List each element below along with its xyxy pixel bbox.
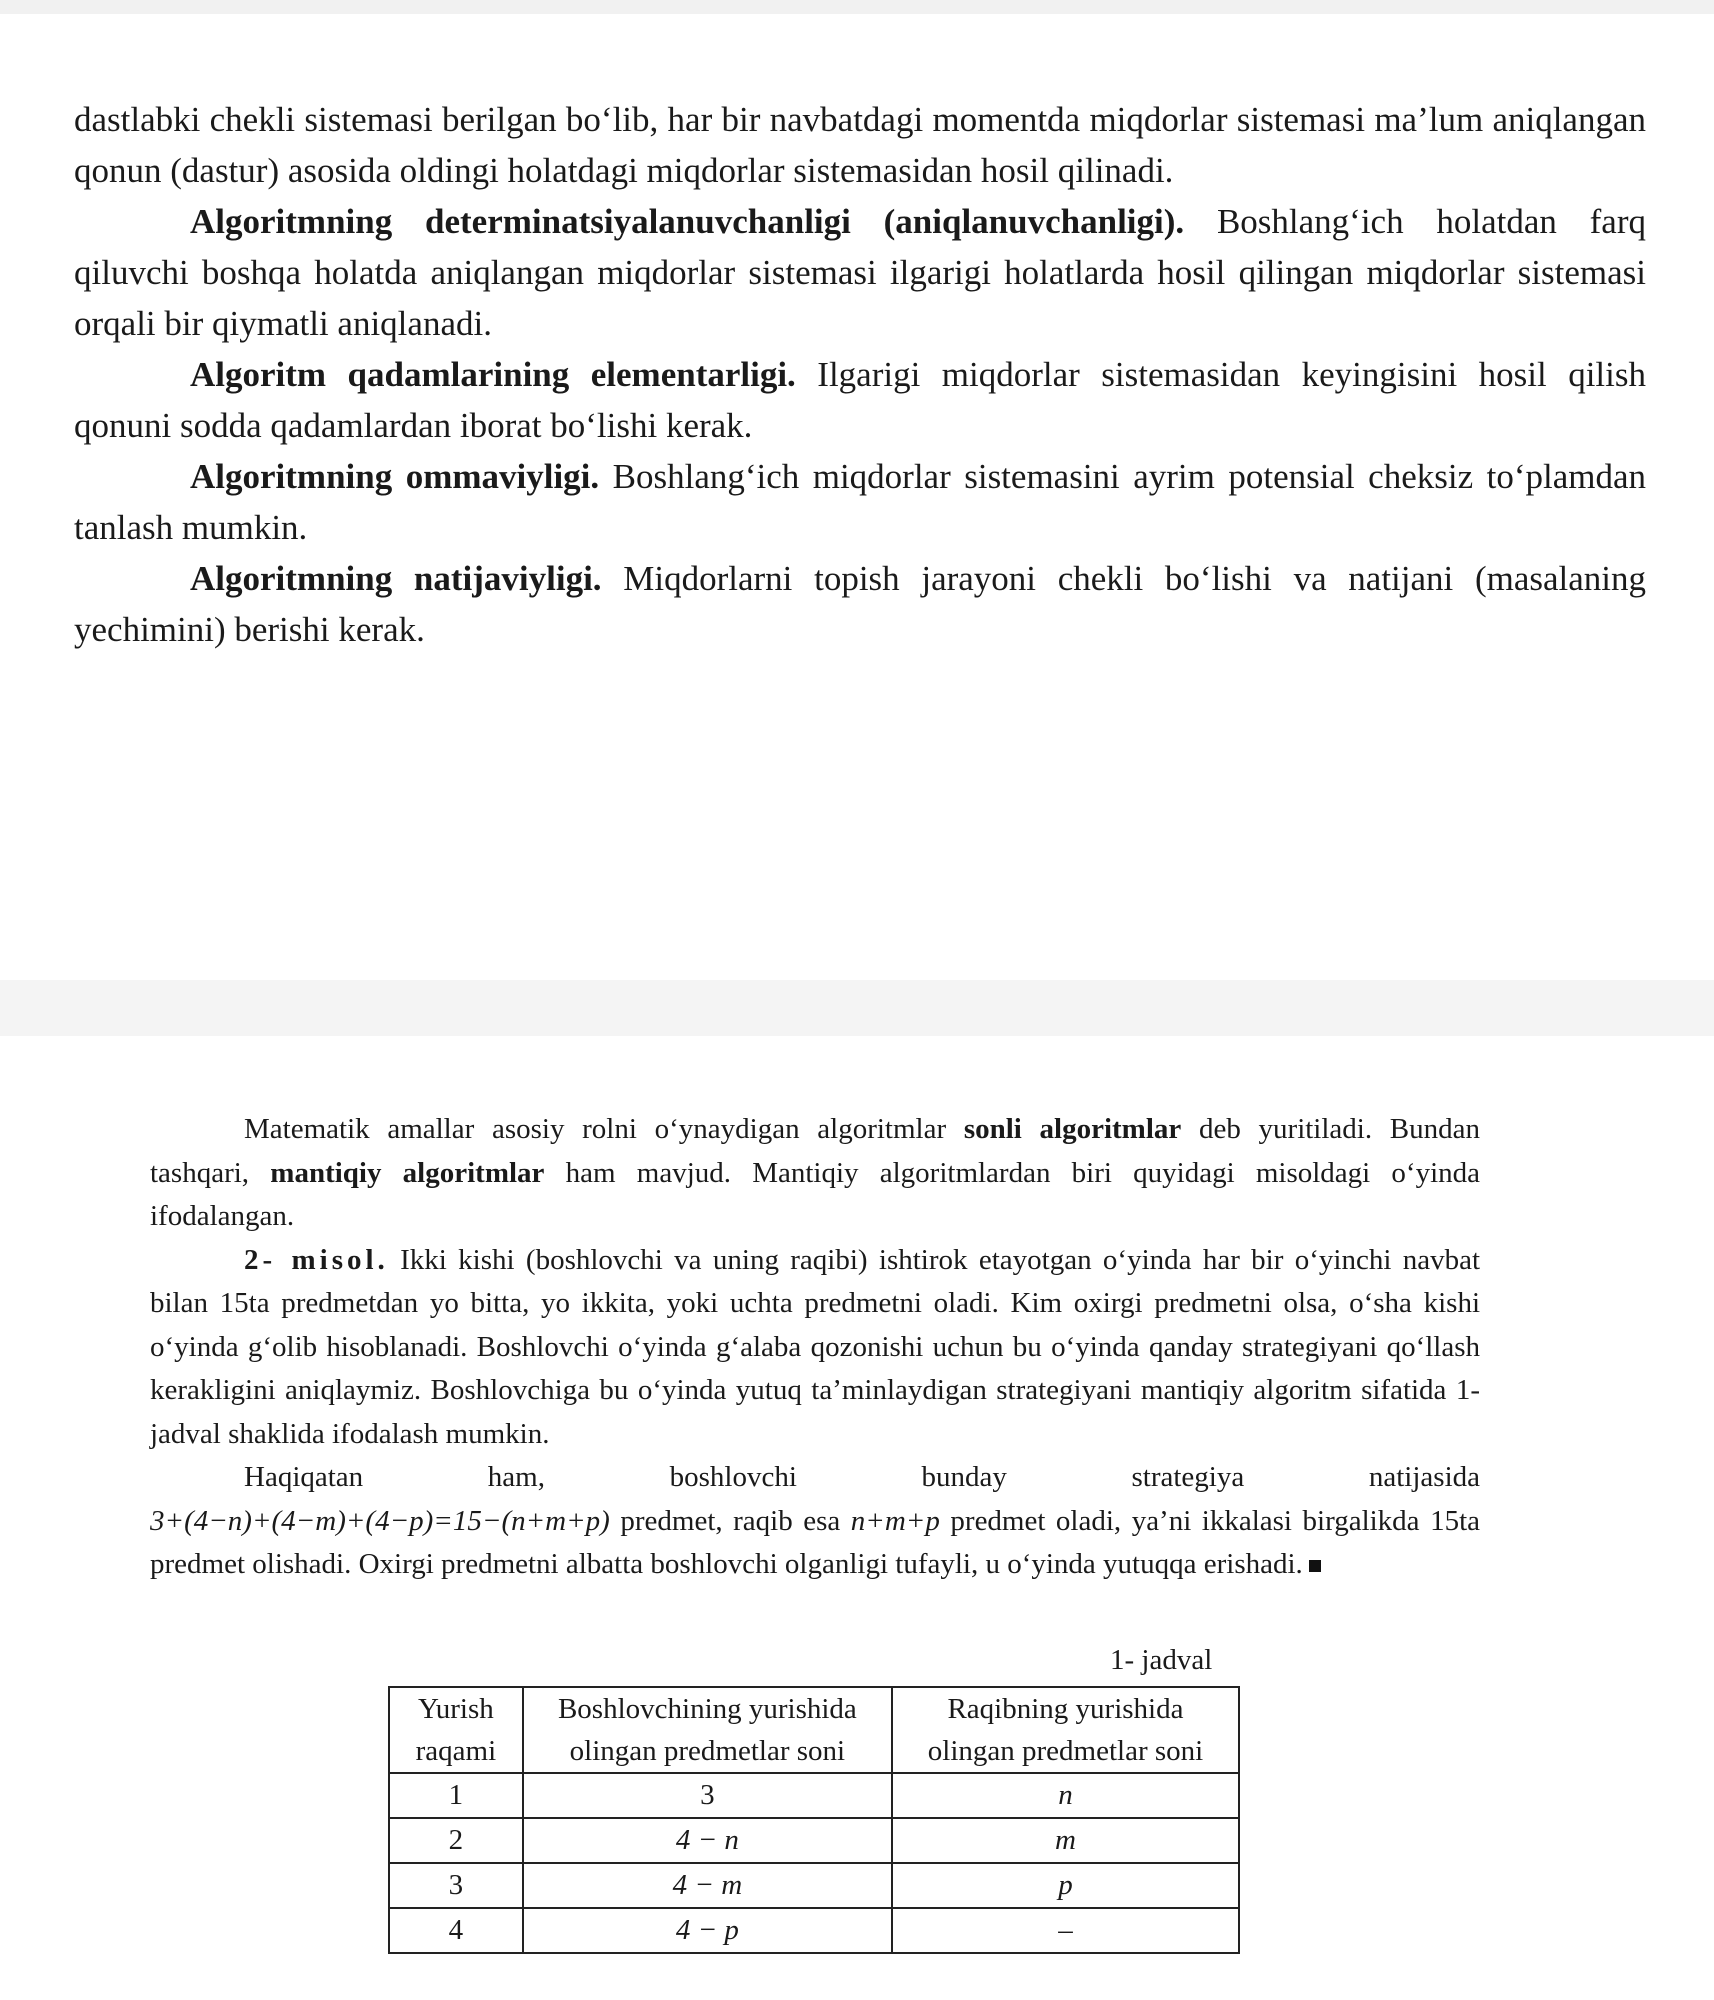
table-row (389, 1773, 1239, 1818)
property-text: Ilgarigi miqdorlar sistemasidan keyingisini hosil qilish qonuni sodda qadamlardan iborat bo‘lishi kerak. (74, 355, 1647, 445)
document-page-1 (0, 14, 1714, 980)
table-cell: 3 (523, 1773, 892, 1818)
paragraph-text: deb yuritiladi. Bundan tashqari, (150, 1113, 1481, 1189)
table-cell: n (892, 1773, 1239, 1818)
paragraph-text: predmet, raqib esa (620, 1504, 841, 1537)
header-leader-items: Boshlovchining yurishida olingan predmetlar soni (523, 1687, 892, 1773)
example-text: Ikki kishi (boshlovchi va uning raqibi) ishtirok etayotgan o‘yinda har bir o‘yinchi navbat bilan 15ta predmetdan yo bitta, yo ikkita, yoki uchta predmetni oladi. Kim oxirgi predmetni olsa, o‘sha kishi o‘yinda g‘olib hisoblanadi. Boshlovchi o‘yinda g‘alaba qozonishi uchun bu o‘yinda qanday strategiyani qo‘llash kerakligini aniqlaymiz. Boshlovchiga bu o‘yinda yutuq ta’minlaydigan strategiyani mantiqiy algoritm sifatida 1- jadval shaklida ifodalash mumkin. (150, 1243, 1481, 1450)
property-text: Miqdorlarni topish jarayoni chekli bo‘lishi va natijani (masalaning yechimini) berishi kerak. (74, 559, 1647, 649)
property-term: Algoritmning determinatsiyalanuvchanligi (aniqlanuvchanligi). (190, 202, 1185, 241)
property-paragraph (74, 349, 1646, 451)
formula: 3+(4−n)+(4−m)+(4−p)=15−(n+m+p) (150, 1504, 610, 1537)
table-header-row (389, 1687, 1239, 1773)
table-cell: 3 (389, 1863, 523, 1908)
table-cell: 4 − m (523, 1863, 892, 1908)
paragraph-text: ham mavjud. Mantiqiy algoritmlardan biri quyidagi misoldagi o‘yinda ifodalangan. (150, 1156, 1481, 1232)
table-cell: 2 (389, 1818, 523, 1863)
moves-table (388, 1686, 1240, 1954)
table-row (389, 1818, 1239, 1863)
table-cell: m (892, 1818, 1239, 1863)
property-paragraph (74, 451, 1646, 553)
property-term: Algoritm qadamlarining elementarligi. (190, 355, 796, 394)
algorithms-paragraph (150, 1108, 1480, 1239)
table-cell: 4 (389, 1908, 523, 1953)
example-paragraph (150, 1239, 1480, 1457)
example-label: 2- misol. (244, 1243, 389, 1276)
property-term: Algoritmning natijaviyligi. (190, 559, 602, 598)
table-row (389, 1863, 1239, 1908)
term-sonli-algoritmlar: sonli algoritmlar (963, 1113, 1182, 1145)
header-opponent-items: Raqibning yurishida olingan predmetlar soni (892, 1687, 1239, 1773)
table-cell: p (892, 1863, 1239, 1908)
page2-text (150, 1108, 1480, 1587)
intro-paragraph: dastlabki chekli sistemasi berilgan bo‘lib, har bir navbatdagi momentda miqdorlar sistemasi ma’lum aniqlangan qonun (dastur) asosida oldingi holatdagi miqdorlar sistemasidan hosil qilinadi. (74, 100, 1646, 190)
page1-text (74, 94, 1646, 655)
property-paragraph (74, 196, 1646, 349)
table-cell: 4 − n (523, 1818, 892, 1863)
document-page-2 (0, 1036, 1714, 2000)
table-cell: 4 − p (523, 1908, 892, 1953)
table-cell: 1 (389, 1773, 523, 1818)
table-cell: – (892, 1908, 1239, 1953)
top-strip (0, 0, 1714, 14)
paragraph-text: predmet oladi, ya’ni ikkalasi birgalikda 15ta predmet olishadi. Oxirgi predmetni albatta boshlovchi olganligi tufayli, u o‘yinda yutuqqa erishadi. (150, 1504, 1480, 1580)
property-paragraph (74, 553, 1646, 655)
proof-paragraph (150, 1500, 1480, 1587)
term-mantiqiy-algoritmlar: mantiqiy algoritmlar (270, 1156, 545, 1189)
property-text: Boshlang‘ich holatdan farq qiluvchi boshqa holatda aniqlangan miqdorlar sistemasi ilgarigi holatlarda hosil qilingan miqdorlar sistemasi orqali bir qiymatli aniqlanadi. (74, 202, 1646, 343)
paragraph-text: Matematik amallar asosiy rolni o‘ynaydigan algoritmlar (244, 1113, 947, 1145)
header-move-number: Yurish raqami (389, 1687, 523, 1773)
formula: n+m+p (850, 1504, 940, 1537)
property-term: Algoritmning ommaviyligi. (190, 457, 600, 496)
qed-square-icon (1309, 1560, 1321, 1572)
table-caption: 1- jadval (1110, 1644, 1213, 1676)
proof-line-1: Haqiqatan ham, boshlovchi bunday strategiya natijasida (244, 1461, 1480, 1493)
table-row (389, 1908, 1239, 1953)
property-text: Boshlang‘ich miqdorlar sistemasini ayrim potensial cheksiz to‘plamdan tanlash mumkin. (74, 457, 1646, 547)
